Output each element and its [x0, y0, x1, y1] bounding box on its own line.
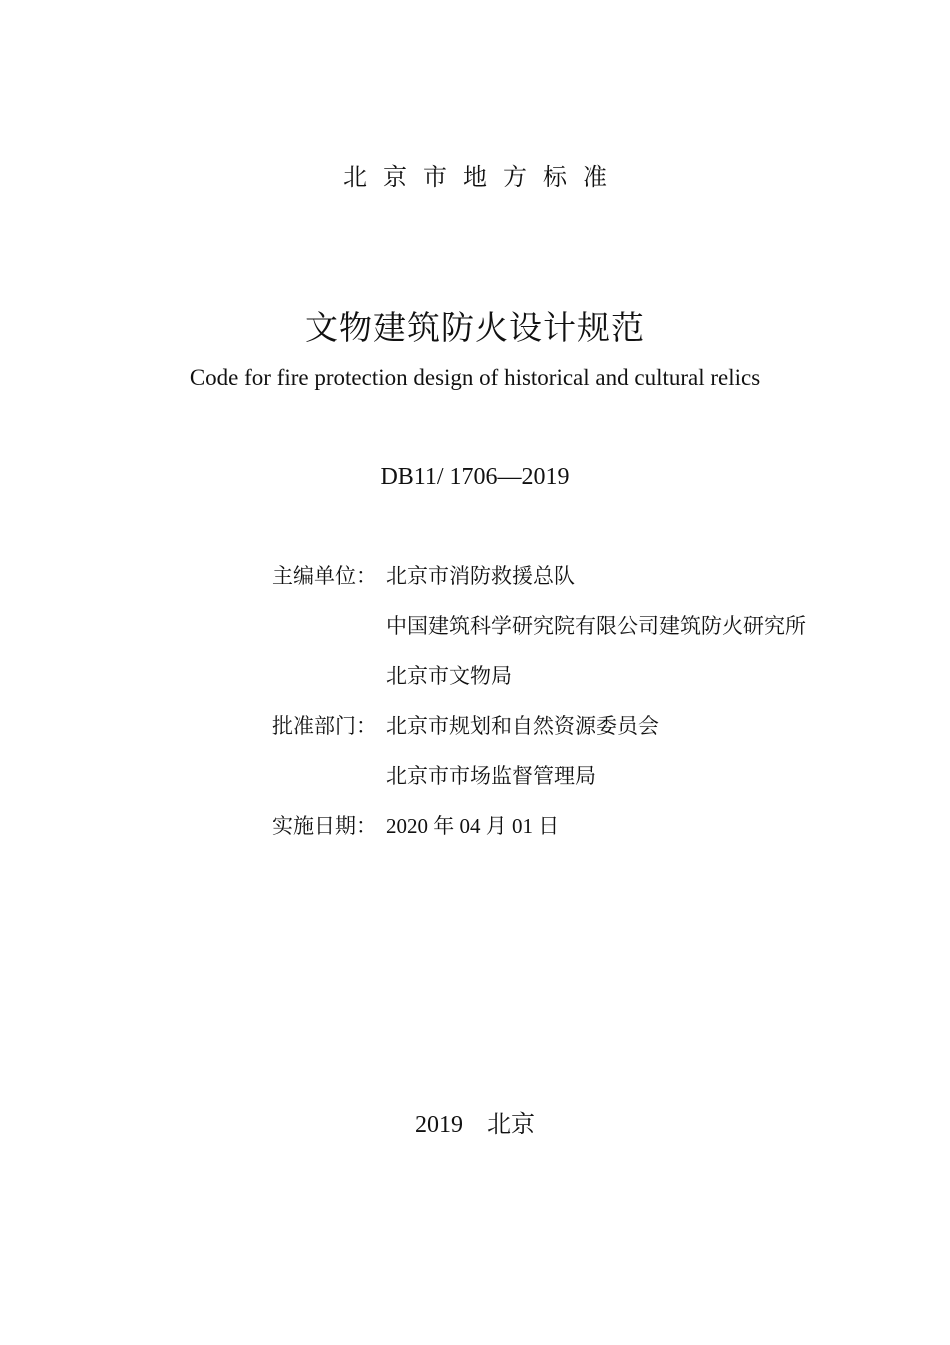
standard-category-header: 北京市地方标准: [343, 163, 623, 191]
approval-department-label: 批准部门：: [272, 714, 377, 738]
document-title-chinese: 文物建筑防火设计规范: [305, 308, 645, 347]
approval-department-2: 北京市市场监督管理局: [386, 764, 596, 788]
effective-date-label: 实施日期：: [272, 814, 377, 838]
editor-unit-2: 中国建筑科学研究院有限公司建筑防火研究所: [386, 614, 806, 638]
approval-department-1: 北京市规划和自然资源委员会: [386, 714, 659, 738]
editor-units-label: 主编单位：: [272, 564, 377, 588]
publication-year-place: 2019 北京: [415, 1112, 535, 1138]
effective-date-value: 2020 年 04 月 01 日: [386, 814, 560, 838]
document-title-english: Code for fire protection design of historical and cultural relics: [189, 365, 761, 390]
standard-number: DB11/ 1706—2019: [380, 464, 570, 490]
editor-unit-3: 北京市文物局: [386, 664, 512, 688]
editor-unit-1: 北京市消防救援总队: [386, 564, 575, 588]
